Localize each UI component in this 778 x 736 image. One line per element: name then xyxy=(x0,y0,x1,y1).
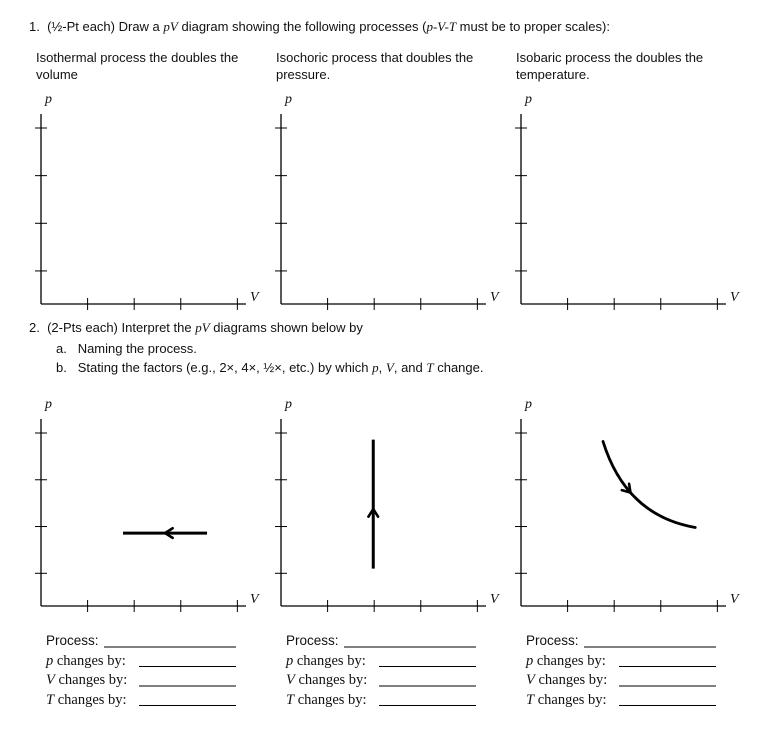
fill-row-2-3 xyxy=(526,691,607,709)
q1-number: 1. xyxy=(29,19,40,34)
q2-v-label-0: V xyxy=(250,592,259,607)
q1-v-label-2: V xyxy=(730,290,739,305)
q2-a-text: Naming the process. xyxy=(77,341,197,356)
changes-by-label: changes by: xyxy=(293,652,366,669)
process-label: Process: xyxy=(526,633,579,648)
q2-a-marker: a. xyxy=(56,341,67,356)
symbol-V_sym: V xyxy=(526,672,535,688)
q1-v-label-1: V xyxy=(490,290,499,305)
fill-row-0-1 xyxy=(46,652,126,670)
q2-b-p: p xyxy=(372,360,379,375)
q2-v-label-1: V xyxy=(490,592,499,607)
q1-p-label-0: p xyxy=(45,92,52,107)
changes-by-label: changes by: xyxy=(534,691,607,708)
fill-row-1-2 xyxy=(286,671,367,689)
process-label: Process: xyxy=(286,633,339,648)
fill-row-1-0 xyxy=(286,632,339,650)
q2-p-label-2: p xyxy=(525,397,532,412)
symbol-T_sym: T xyxy=(46,691,55,708)
q2-b-V: V xyxy=(385,360,394,375)
fill-row-2-0 xyxy=(526,632,579,650)
symbol-V_sym: V xyxy=(286,672,295,688)
q1-p-label-2: p xyxy=(525,92,532,107)
q1-pv: pV xyxy=(163,19,178,34)
changes-by-label: changes by: xyxy=(294,691,367,708)
q2-b-marker: b. xyxy=(56,360,67,375)
q2-number: 2. xyxy=(29,320,40,335)
q2-b-prefix: Stating the factors (e.g., 2×, 4×, ½×, etc.) by which xyxy=(77,360,373,375)
changes-by-label: changes by: xyxy=(53,652,126,669)
symbol-T_sym: T xyxy=(286,691,295,708)
symbol-p_sym: p xyxy=(46,652,54,669)
caption-isothermal: Isothermal process the doubles the volume xyxy=(36,50,239,82)
q2-b-sep2: , and xyxy=(393,360,427,375)
q2-b-T: T xyxy=(426,360,434,375)
changes-by-label: changes by: xyxy=(54,691,127,708)
q2-prefix: (2-Pts each) Interpret the xyxy=(47,320,196,335)
changes-by-label: changes by: xyxy=(294,672,368,688)
q1-pvt: p-V-T xyxy=(426,19,457,34)
fill-row-0-2 xyxy=(46,671,127,689)
symbol-p_sym: p xyxy=(286,652,294,669)
fill-row-2-2 xyxy=(526,671,607,689)
symbol-T_sym: T xyxy=(526,691,535,708)
q2-suffix: diagrams shown below by xyxy=(209,320,363,335)
symbol-V_sym: V xyxy=(46,672,55,688)
q2-p-label-1: p xyxy=(285,397,292,412)
q2-pv: pV xyxy=(195,320,210,335)
q2-b-sep1: , xyxy=(378,360,386,375)
q1-v-label-0: V xyxy=(250,290,259,305)
fill-row-0-3 xyxy=(46,691,127,709)
q1-prefix: (½-Pt each) Draw a xyxy=(47,19,164,34)
q1-middle: diagram showing the following processes ( xyxy=(177,19,427,34)
q2-b-suffix: change. xyxy=(433,360,484,375)
process-label: Process: xyxy=(46,633,99,648)
q2-process-curve-2 xyxy=(603,441,695,527)
symbol-p_sym: p xyxy=(526,652,534,669)
fill-row-2-1 xyxy=(526,652,606,670)
fill-row-0-0 xyxy=(46,632,99,650)
changes-by-label: changes by: xyxy=(534,672,608,688)
q2-v-label-2: V xyxy=(730,592,739,607)
caption-isochoric: Isochoric process that doubles the pressure. xyxy=(276,50,474,82)
q1-suffix: must be to proper scales): xyxy=(456,19,610,34)
changes-by-label: changes by: xyxy=(533,652,606,669)
caption-isobaric: Isobaric process the doubles the temperature. xyxy=(516,50,704,82)
changes-by-label: changes by: xyxy=(54,672,128,688)
fill-row-1-1 xyxy=(286,652,366,670)
q2-p-label-0: p xyxy=(45,397,52,412)
fill-row-1-3 xyxy=(286,691,367,709)
q1-p-label-1: p xyxy=(285,92,292,107)
